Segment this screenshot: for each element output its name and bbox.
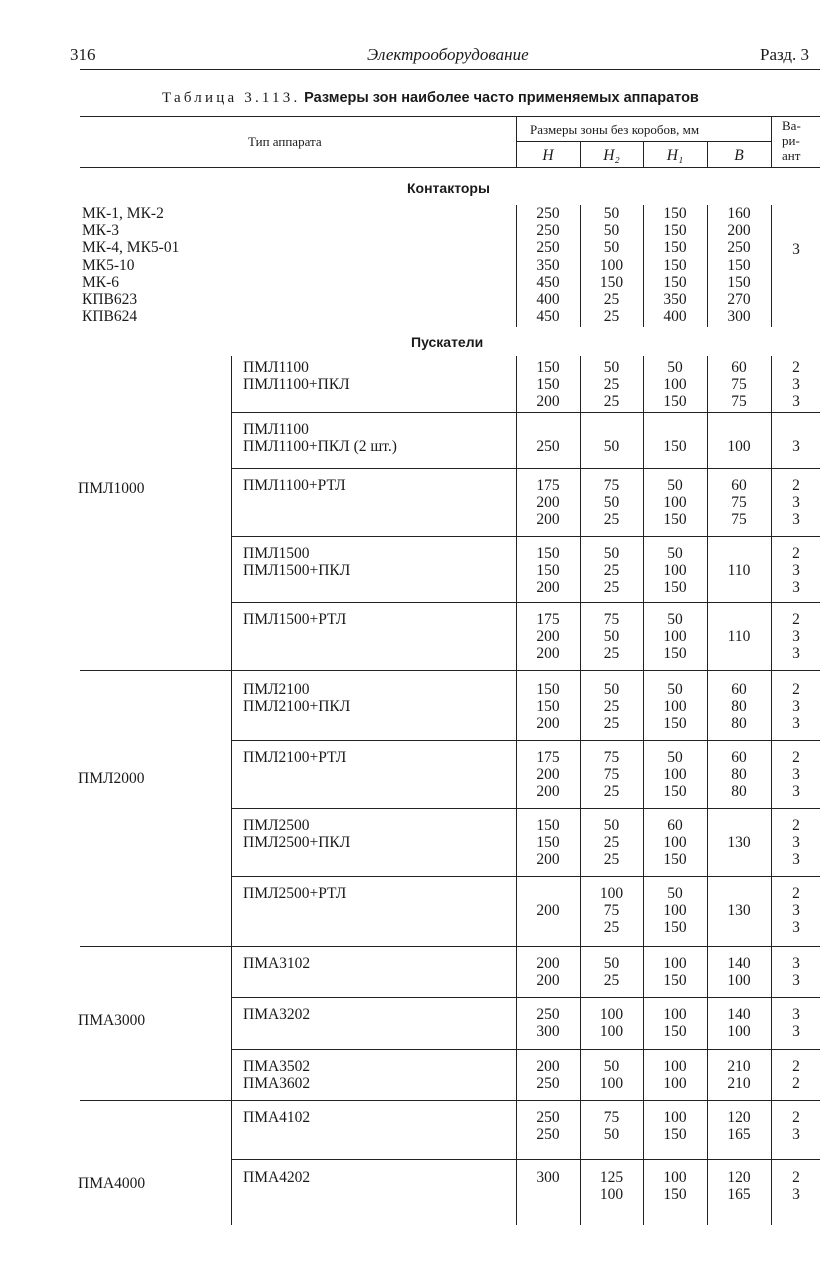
starter-cell-h1: 150 [663,438,687,456]
contactor-cell: 150 [663,239,687,257]
starter-cell-b: 210 210 [727,1058,751,1093]
col-h2-header: H₂ [603,147,620,164]
contactor-cell: 400 [663,308,687,326]
contactor-cell: 450 [536,273,560,291]
starter-cell-v: 2 3 3 [792,477,800,529]
starter-cell-h: 250 [536,438,560,456]
starter-cell-h: 200 [536,902,560,920]
starter-type: ПМЛ1100 ПМЛ1100+ПКЛ [243,359,350,394]
starter-type: ПМА4202 [243,1169,311,1186]
contactor-cell: 350 [663,291,687,308]
contactor-cell: 400 [536,291,560,308]
col-b-header: B [734,147,744,164]
starter-cell-h1: 50 100 150 [663,477,687,529]
starter-cell-h: 250 300 [536,1006,560,1041]
section-title: Электрооборудование [367,45,529,64]
header-divider [771,116,772,167]
contactor-name: МК-1, МК-2 [82,205,164,222]
starter-cell-h: 150 150 200 [536,545,560,597]
starter-cell-b: 60 75 75 [731,477,747,529]
contactor-cell: 160 [727,205,751,222]
starter-type: ПМЛ1100 ПМЛ1100+ПКЛ (2 шт.) [243,421,397,456]
starter-cell-h2: 75 75 25 [603,749,620,801]
starter-cell-v: 2 3 3 [792,611,800,663]
column-divider [231,356,232,1225]
series-label: ПМА4000 [78,1175,146,1192]
part-label: Разд. 3 [760,45,810,64]
contactor-name: МК-3 [82,222,120,240]
starter-cell-b: 120 165 [727,1169,751,1204]
row-separator [231,536,820,537]
starter-cell-h: 150 150 200 [536,817,560,869]
starter-cell-b: 130 [727,834,751,852]
starter-cell-h1: 100 100 [663,1058,687,1093]
row-separator [80,670,820,671]
contactor-name: КПВ623 [82,291,138,308]
starter-cell-b: 100 [727,438,751,456]
contactor-cell: 350 [536,256,560,274]
section-contactors: Контакторы [407,180,490,196]
contactor-cell: 150 [663,256,687,274]
starter-type: ПМЛ2500+РТЛ [243,885,347,902]
contactor-cell: 250 [536,222,560,240]
contactor-cell: 150 [663,205,687,222]
starter-cell-h: 200 200 [536,955,560,990]
starter-cell-h2: 75 50 [603,1109,620,1144]
contactor-cell: 300 [727,308,751,326]
starter-cell-h2: 100 75 25 [599,885,624,937]
starter-cell-v: 2 3 3 [792,817,800,869]
starter-type: ПМА4102 [243,1109,311,1126]
starter-cell-h2: 50 [603,438,620,456]
starter-cell-h: 150 150 200 [536,681,560,733]
starter-cell-b: 110 [727,562,751,580]
starter-cell-h2: 100 100 [599,1006,624,1041]
row-separator [231,740,820,741]
starter-cell-h: 175 200 200 [536,477,560,529]
contactor-name: МК-4, МК5-01 [82,239,180,257]
row-separator [80,1100,820,1101]
starter-cell-h2: 50 25 25 [603,545,620,597]
starter-cell-h: 150 150 200 [536,359,560,411]
starter-cell-v: 2 2 [792,1058,800,1093]
contactor-cell: 200 [727,222,751,240]
starter-cell-h2: 75 50 25 [603,477,620,529]
starter-cell-h: 200 250 [536,1058,560,1093]
starter-type: ПМЛ1500+РТЛ [243,611,347,628]
starter-cell-h: 300 [536,1169,560,1186]
table-caption [162,90,699,107]
starter-cell-v: 3 3 [792,1006,800,1041]
starter-cell-v: 2 3 3 [792,359,800,411]
row-separator [231,1159,820,1160]
starter-cell-v: 2 3 3 [792,681,800,733]
starter-cell-v: 2 3 [792,1109,800,1144]
starter-cell-h2: 75 50 25 [603,611,620,663]
contactor-cell: 150 [727,273,751,291]
series-label: ПМЛ1000 [78,480,145,497]
starter-cell-h: 175 200 200 [536,611,560,663]
contactor-cell: 250 [536,239,560,257]
starter-cell-v: 2 3 3 [792,545,800,597]
contactor-cell: 50 [603,239,620,257]
starter-cell-h1: 100 150 [663,1006,687,1041]
starter-cell-b: 110 [727,628,751,646]
starter-cell-h1: 50 100 150 [663,749,687,801]
starter-cell-h1: 50 100 150 [663,681,687,733]
row-separator [231,876,820,877]
section-starters: Пускатели [411,334,484,350]
starter-cell-h1: 50 100 150 [663,359,687,411]
row-separator [231,468,820,469]
starter-type: ПМЛ2500 ПМЛ2500+ПКЛ [243,817,351,852]
starter-cell-v: 2 3 3 [792,749,800,801]
starter-cell-h2: 50 25 [603,955,620,990]
row-separator [231,602,820,603]
starter-cell-b: 120 165 [727,1109,751,1144]
series-label: ПМА3000 [78,1012,146,1029]
caption-label: Таблица 3.113. [162,90,301,106]
contactor-name: МК-6 [82,273,120,291]
col-h-header: H [542,147,554,164]
contactor-cell: 150 [663,273,687,291]
row-separator [231,1049,820,1050]
contactor-cell: 50 [603,222,620,240]
contactor-cell: 50 [603,205,620,222]
starter-cell-b: 140 100 [727,955,751,990]
starter-cell-v: 3 [792,438,800,456]
starter-cell-h: 250 250 [536,1109,560,1144]
starter-cell-v: 2 3 [792,1169,800,1204]
starter-cell-h1: 60 100 150 [663,817,687,869]
table-header-rule [80,167,820,168]
starter-cell-h2: 50 25 25 [603,681,620,733]
caption-text: Размеры зон наиболее часто применяемых аппаратов [304,90,699,106]
row-separator [231,412,820,413]
starter-type: ПМЛ1500 ПМЛ1500+ПКЛ [243,545,351,580]
contactor-cell: 150 [727,256,751,274]
starter-cell-h1: 50 100 150 [663,885,687,937]
starter-cell-b: 60 75 75 [731,359,747,411]
starter-cell-v: 2 3 3 [792,885,800,937]
col-group-header: Размеры зоны без коробов, мм [530,122,700,137]
contactor-name: МК5-10 [82,256,135,274]
starter-cell-h2: 125 100 [599,1169,624,1204]
col-h1-header: H₁ [666,147,684,164]
col-variant-header: Ва- ри- ант [782,118,801,163]
starter-cell-h1: 100 150 [663,1109,687,1144]
contactor-cell: 150 [599,273,624,291]
starter-cell-h1: 100 150 [663,1169,687,1204]
contactor-cell: 25 [603,291,620,308]
starter-cell-b: 140 100 [727,1006,751,1041]
column-divider [771,205,772,327]
header-rule [80,69,820,70]
starter-cell-h2: 50 25 25 [603,817,620,869]
starter-type: ПМА3102 [243,955,311,972]
contactor-name: КПВ624 [82,308,138,326]
starter-cell-h1: 50 100 150 [663,545,687,597]
starter-type: ПМА3502 ПМА3602 [243,1058,311,1093]
starter-cell-h2: 50 25 25 [603,359,620,411]
contactor-cell: 270 [727,291,751,308]
series-label: ПМЛ2000 [78,770,145,787]
starter-type: ПМЛ2100 ПМЛ2100+ПКЛ [243,681,351,716]
contactor-cell: 100 [599,256,624,274]
starter-cell-h1: 50 100 150 [663,611,687,663]
starter-type: ПМА3202 [243,1006,311,1023]
starter-cell-h1: 100 150 [663,955,687,990]
contactors-variant: 3 [792,241,800,258]
row-separator [231,997,820,998]
starter-type: ПМЛ2100+РТЛ [243,749,347,766]
row-separator [80,946,820,947]
col-type-header: Тип аппарата [248,134,322,149]
starter-cell-b: 60 80 80 [731,681,747,733]
contactor-cell: 25 [603,308,620,326]
contactor-cell: 250 [727,239,751,257]
starter-cell-v: 3 3 [792,955,800,990]
starter-cell-b: 60 80 80 [731,749,747,801]
row-separator [231,808,820,809]
table-top-rule [80,116,820,117]
starter-cell-h2: 50 100 [599,1058,624,1093]
page-number: 316 [70,45,96,64]
contactor-cell: 450 [536,308,560,326]
contactor-cell: 250 [536,205,560,222]
starter-type: ПМЛ1100+РТЛ [243,477,346,494]
starter-cell-h: 175 200 200 [536,749,560,801]
starter-cell-b: 130 [727,902,751,920]
contactor-cell: 150 [663,222,687,240]
